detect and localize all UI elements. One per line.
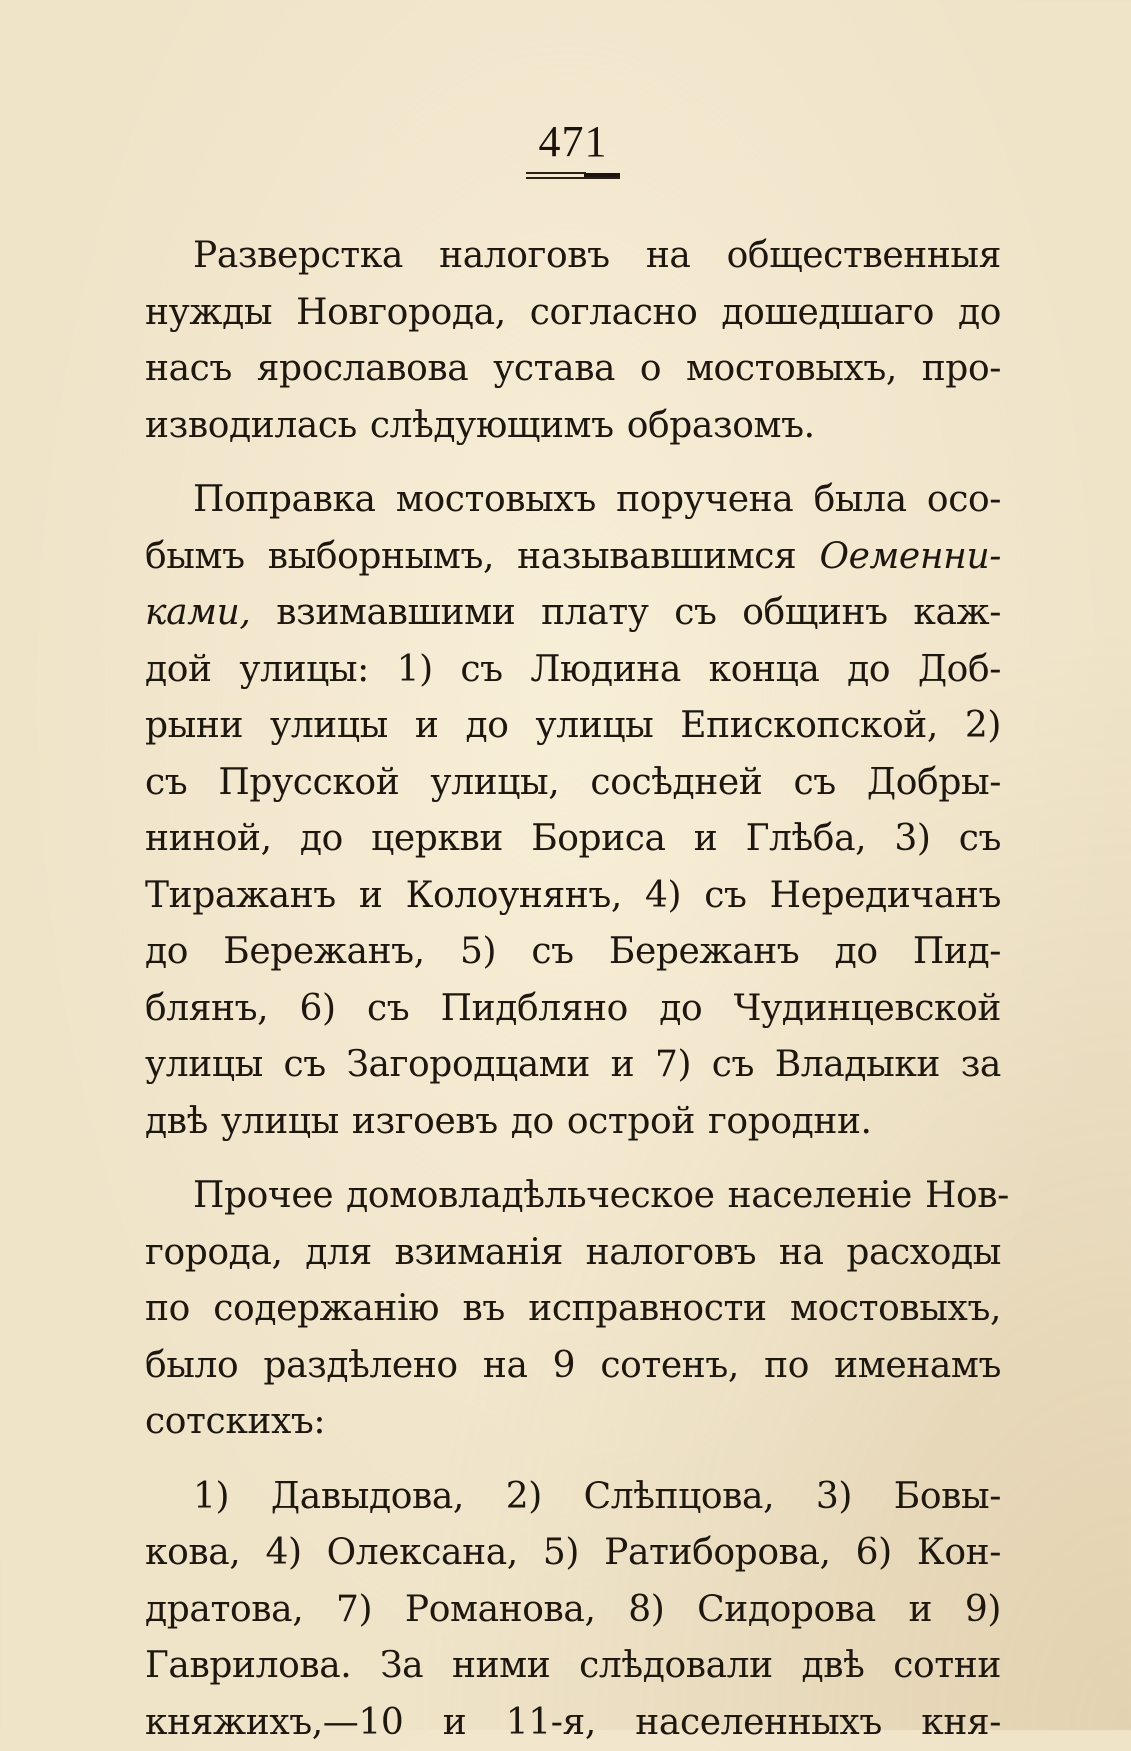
text-line: нужды Новгорода, согласно дошедшаго до xyxy=(145,285,1001,342)
text-line: насъ ярославова устава о мостовыхъ, про- xyxy=(145,341,1001,398)
paragraph-2 xyxy=(145,472,1001,1150)
text-line: Разверстка налоговъ на общественныя xyxy=(145,228,1001,285)
text-line: дой улицы: 1) съ Людина конца до Доб- xyxy=(145,642,1001,699)
header-rule xyxy=(526,172,620,180)
page-number: 471 xyxy=(539,118,608,166)
text-line: 1) Давыдова, 2) Слѣпцова, 3) Бовы- xyxy=(145,1469,1001,1526)
text-line: съ Прусской улицы, сосѣдней съ Добры- xyxy=(145,755,1001,812)
text-line: по содержанію въ исправности мостовыхъ, xyxy=(145,1281,1001,1338)
text-line: бымъ выборнымъ, называвшимся Оеменни- xyxy=(145,529,1001,586)
text-line: сотскихъ: xyxy=(145,1394,1001,1451)
text-line: рыни улицы и до улицы Епископской, 2) xyxy=(145,698,1001,755)
text-line: Поправка мостовыхъ поручена была осо- xyxy=(145,472,1001,529)
text-line: кова, 4) Олексана, 5) Ратиборова, 6) Кон- xyxy=(145,1525,1001,1582)
text-line: дратова, 7) Романова, 8) Сидорова и 9) xyxy=(145,1582,1001,1639)
text-line: Прочее домовладѣльческое населеніе Нов- xyxy=(145,1168,1001,1225)
paragraph-3 xyxy=(145,1168,1001,1451)
paragraph-1 xyxy=(145,228,1001,454)
italic-term: Оеменни- xyxy=(819,536,1001,577)
text-line: Тиражанъ и Колоунянъ, 4) съ Нередичанъ xyxy=(145,868,1001,925)
page-body xyxy=(145,228,1001,1751)
page-header xyxy=(145,0,1001,228)
text-line: улицы съ Загородцами и 7) съ Владыки за xyxy=(145,1037,1001,1094)
text-line: ниной, до церкви Бориса и Глѣба, 3) съ xyxy=(145,811,1001,868)
text-line: изводилась слѣдующимъ образомъ. xyxy=(145,398,1001,455)
text-line: княжихъ,—10 и 11-я, населенныхъ кня- xyxy=(145,1695,1001,1751)
text-line: блянъ, 6) съ Пидбляно до Чудинцевской xyxy=(145,981,1001,1038)
text-line: города, для взиманія налоговъ на расходы xyxy=(145,1225,1001,1282)
text-line: ками, взимавшими плату съ общинъ каж- xyxy=(145,585,1001,642)
paragraph-4 xyxy=(145,1469,1001,1751)
text-line: было раздѣлено на 9 сотенъ, по именамъ xyxy=(145,1338,1001,1395)
italic-term: ками, xyxy=(145,592,250,633)
text-line: до Бережанъ, 5) съ Бережанъ до Пид- xyxy=(145,924,1001,981)
text-line: двѣ улицы изгоевъ до острой городни. xyxy=(145,1094,1001,1151)
text-line: Гаврилова. За ними слѣдовали двѣ сотни xyxy=(145,1638,1001,1695)
